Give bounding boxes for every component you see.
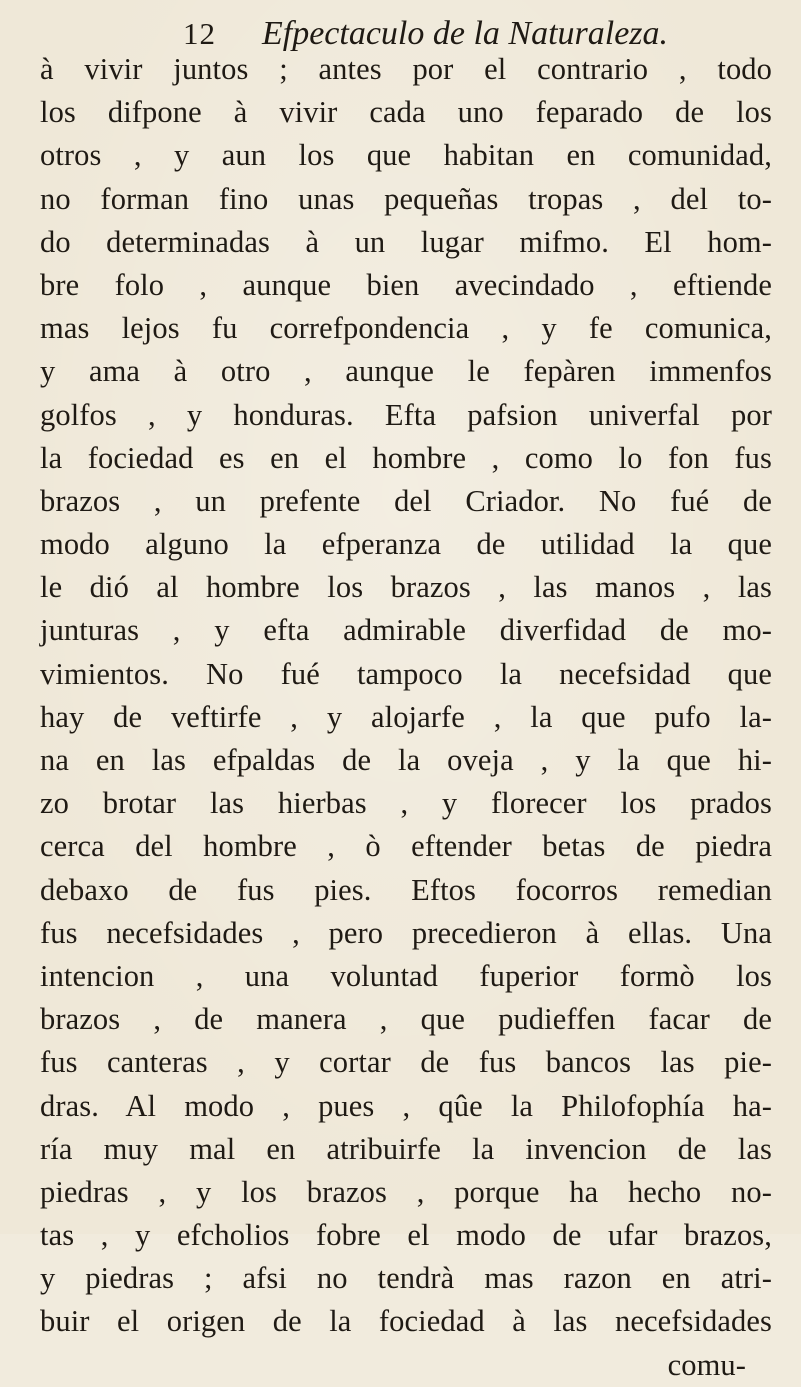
text-line: otros , y aun los que habitan en comunidad, <box>40 138 772 173</box>
text-line: la fociedad es en el hombre , como lo fon fus <box>40 440 772 475</box>
text-line: fus canteras , y cortar de fus bancos las pie- <box>40 1045 772 1080</box>
text-line: ría muy mal en atribuirfe la invencion de las <box>40 1131 772 1166</box>
text-line: y piedras ; afsi no tendrà mas razon en atri- <box>40 1261 772 1296</box>
text-line: na en las efpaldas de la oveja , y la que hi- <box>40 743 772 777</box>
text-line: hay de veftirfe , y alojarfe , la que pufo la- <box>40 699 772 734</box>
text-line: golfos , y honduras. Efta pafsion univerfal por <box>40 397 772 432</box>
text-line: mas lejos fu correfpondencia , y fe comunica, <box>40 311 772 346</box>
text-line: cerca del hombre , ò eftender betas de piedra <box>40 829 772 864</box>
text-line: debaxo de fus pies. Eftos focorros remedian <box>40 872 772 907</box>
text-line: tas , y efcholios fobre el modo de ufar brazos, <box>40 1218 772 1253</box>
text-line: buir el origen de la fociedad à las necefsidades <box>40 1304 772 1339</box>
text-line: junturas , y efta admirable diverfidad de mo- <box>40 613 772 648</box>
text-line: no forman fino unas pequeñas tropas , del to- <box>40 181 772 216</box>
text-line: zo brotar las hierbas , y florecer los prados <box>40 786 772 821</box>
text-line: bre folo , aunque bien avecindado , eftiende <box>40 267 772 302</box>
text-line: brazos , un prefente del Criador. No fué de <box>40 483 772 518</box>
text-line: y ama à otro , aunque le fepàren immenfos <box>40 354 772 389</box>
text-line: intencion , una voluntad fuperior formò los <box>40 958 772 993</box>
text-line: modo alguno la efperanza de utilidad la que <box>40 527 772 562</box>
text-line: vimientos. No fué tampoco la necefsidad que <box>40 656 772 691</box>
text-line: piedras , y los brazos , porque ha hecho no- <box>40 1174 772 1209</box>
text-line: brazos , de manera , que pudieffen facar de <box>40 1002 772 1037</box>
catchword: comu- <box>667 1347 746 1382</box>
page-number: 12 <box>183 16 216 51</box>
body-text <box>40 48 772 1387</box>
text-line: à vivir juntos ; antes por el contrario , todo <box>40 52 772 86</box>
text-line: los difpone à vivir cada uno feparado de los <box>40 95 772 130</box>
running-head: Efpectaculo de la Naturaleza. <box>262 15 669 52</box>
text-line: le dió al hombre los brazos , las manos , las <box>40 570 772 605</box>
text-line: do determinadas à un lugar mifmo. El hom- <box>40 224 772 259</box>
text-line: dras. Al modo , pues , qûe la Philofophía ha- <box>40 1088 772 1123</box>
text-line: fus necefsidades , pero precedieron à ellas. Una <box>40 915 772 950</box>
